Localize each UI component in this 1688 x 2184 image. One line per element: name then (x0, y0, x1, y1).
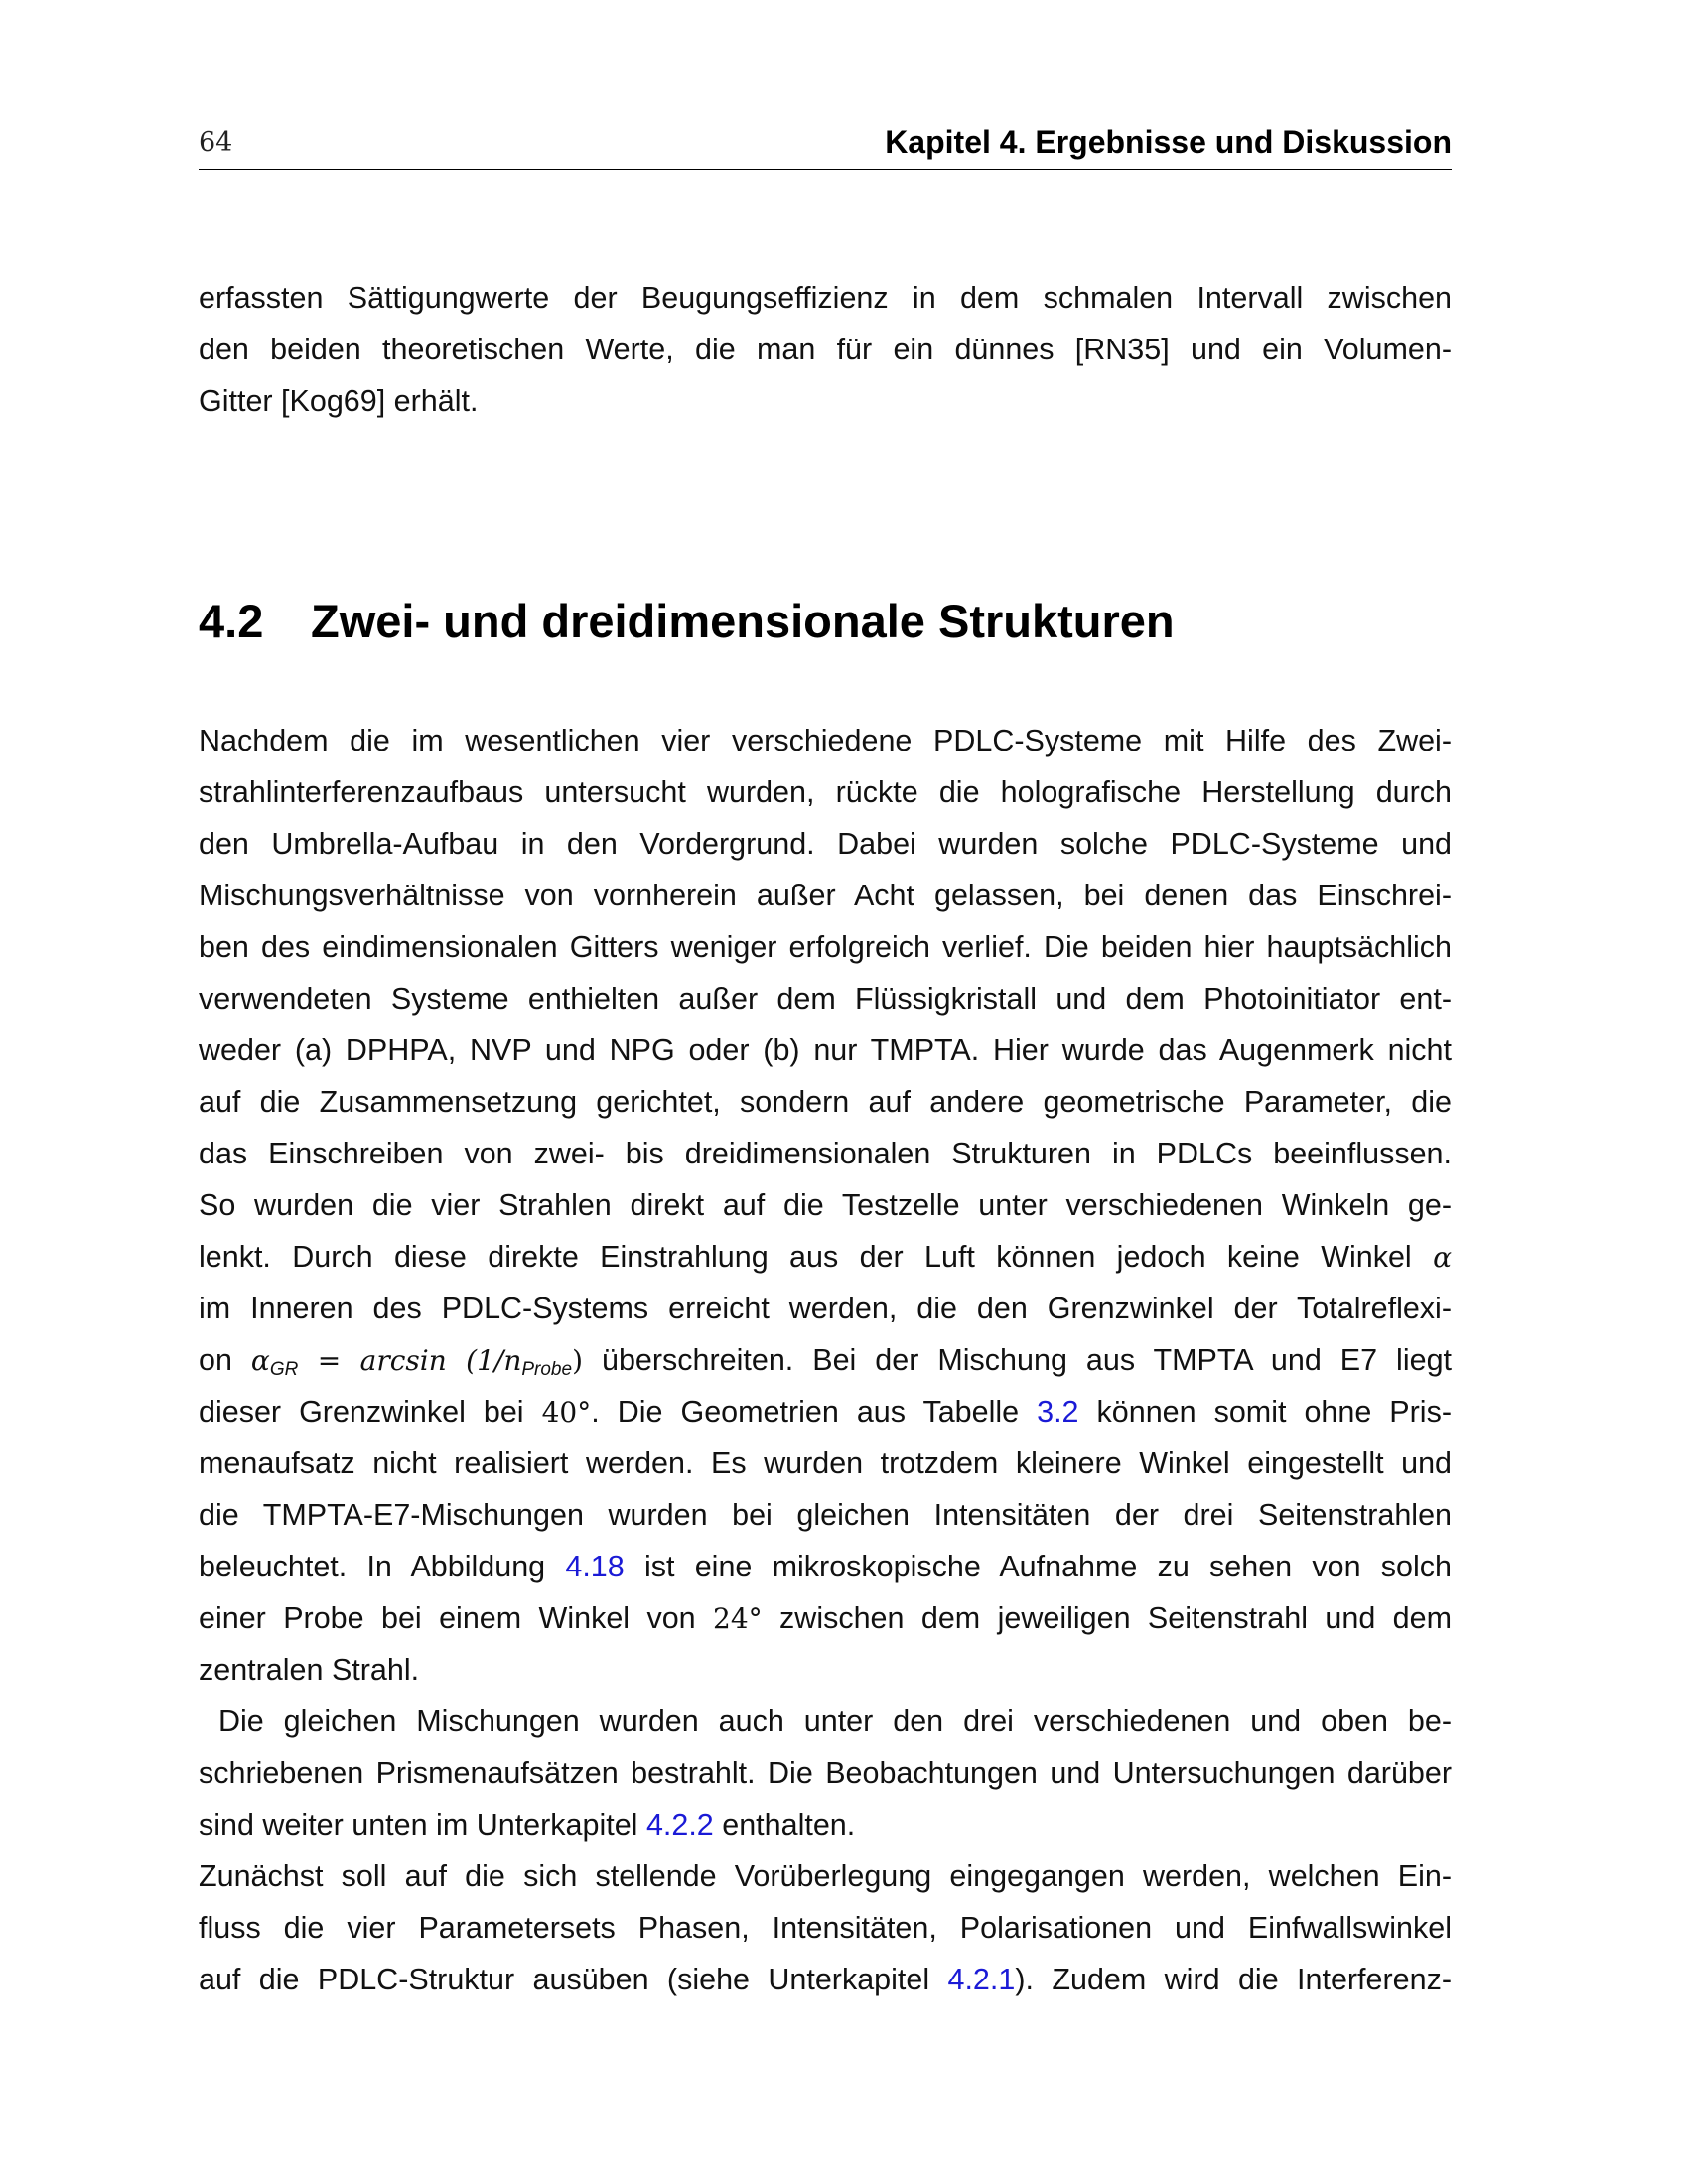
text-line: im Inneren des PDLC-Systems erreicht werden, die den Grenzwinkel der Totalreflexi- (199, 1292, 1452, 1325)
formula-close-paren: ) (572, 1344, 583, 1377)
text-line: weder (a) DPHPA, NVP und NPG oder (b) nur TMPTA. Hier wurde das Augenmerk nicht (199, 1033, 1452, 1067)
text-line: schriebenen Prismenaufsätzen bestrahlt. Die Beobachtungen und Untersuchungen darüber (199, 1756, 1452, 1790)
text-segment: beleuchtet. In Abbildung (199, 1550, 566, 1583)
formula-subscript-gr: GR (269, 1359, 299, 1380)
text-line (199, 1592, 1452, 1644)
text-line: ben des eindimensionalen Gitters weniger erfolgreich verlief. Die beiden hier hauptsächlich (199, 930, 1452, 964)
text-line: strahlinterferenzaufbaus untersucht wurden, rückte die holografische Herstellung durch (199, 775, 1452, 809)
angle-value: 40° (541, 1396, 592, 1429)
text-line: Die gleichen Mischungen wurden auch unter den drei verschiedenen und oben be- (199, 1705, 1452, 1738)
text-line: den Umbrella-Aufbau in den Vordergrund. Dabei wurden solche PDLC-Systeme und (199, 827, 1452, 861)
text-segment: sind weiter unten im Unterkapitel (199, 1808, 646, 1842)
text-line: den beiden theoretischen Werte, die man für ein dünnes [RN35] und ein Volumen- (199, 333, 1452, 366)
text-line: das Einschreiben von zwei- bis dreidimensionalen Strukturen in PDLCs beeinflussen. (199, 1137, 1452, 1170)
text-line: die TMPTA-E7-Mischungen wurden bei gleichen Intensitäten der drei Seitenstrahlen (199, 1498, 1452, 1532)
subchapter-reference-link[interactable]: 4.2.1 (947, 1963, 1016, 1996)
angle-value: 24° (713, 1602, 763, 1635)
text-line: zentralen Strahl. (199, 1653, 420, 1687)
text-segment: on (199, 1343, 251, 1377)
page-number: 64 (199, 127, 233, 158)
text-segment: können somit ohne Pris- (1078, 1395, 1452, 1429)
formula-arcsin: = arcsin (1/n (298, 1344, 522, 1377)
text-line: So wurden die vier Strahlen direkt auf die Testzelle unter verschiedenen Winkeln ge- (199, 1188, 1452, 1222)
text-line: erfassten Sättigungwerte der Beugungseffizienz in dem schmalen Intervall zwischen (199, 281, 1452, 315)
text-segment: lenkt. Durch diese direkte Einstrahlung aus der Luft können jedoch keine Winkel (199, 1240, 1412, 1274)
text-segment: dieser Grenzwinkel bei (199, 1395, 542, 1429)
text-segment: ). Zudem wird die Interferenz- (1015, 1963, 1452, 1996)
text-line (199, 1231, 1452, 1283)
text-segment: einer Probe bei einem Winkel von (199, 1601, 714, 1635)
text-line (199, 1541, 1452, 1592)
text-line (199, 1386, 1452, 1437)
subchapter-reference-link[interactable]: 4.2.2 (645, 1808, 714, 1842)
section-number: 4.2 (199, 595, 264, 647)
text-segment: zwischen dem jeweiligen Seitenstrahl und dem (762, 1601, 1452, 1635)
alpha-symbol: α (1433, 1241, 1452, 1274)
text-segment: überschreiten. Bei der Mischung aus TMPTA und E7 liegt (583, 1343, 1453, 1377)
text-line: menaufsatz nicht realisiert werden. Es wurden trotzdem kleinere Winkel eingestellt und (199, 1446, 1452, 1480)
formula-subscript-probe: Probe (521, 1359, 573, 1380)
text-line (199, 1799, 1452, 1850)
text-line: fluss die vier Parametersets Phasen, Intensitäten, Polarisationen und Einfwallswinkel (199, 1911, 1452, 1945)
section-title: Zwei- und dreidimensionale Strukturen (311, 595, 1175, 647)
text-line: Nachdem die im wesentlichen vier verschiedene PDLC-Systeme mit Hilfe des Zwei- (199, 724, 1452, 757)
text-line: Mischungsverhältnisse von vornherein außer Acht gelassen, bei denen das Einschrei- (199, 879, 1452, 912)
figure-reference-link[interactable]: 4.18 (565, 1550, 625, 1583)
text-segment: . Die Geometrien aus Tabelle (591, 1395, 1038, 1429)
text-line: auf die Zusammensetzung gerichtet, sondern auf andere geometrische Parameter, die (199, 1085, 1452, 1119)
text-line (199, 1334, 1452, 1386)
page-header (199, 124, 1452, 170)
section-heading (199, 594, 1175, 648)
formula-alpha: α (250, 1344, 270, 1377)
text-segment: auf die PDLC-Struktur ausüben (siehe Unterkapitel (199, 1963, 948, 1996)
intro-paragraph (199, 272, 1452, 427)
text-segment: ist eine mikroskopische Aufnahme zu sehen von solch (624, 1550, 1452, 1583)
text-line: verwendeten Systeme enthielten außer dem Flüssigkristall und dem Photoinitiator ent- (199, 982, 1452, 1016)
table-reference-link[interactable]: 3.2 (1037, 1395, 1079, 1429)
running-head: Kapitel 4. Ergebnisse und Diskussion (885, 124, 1452, 160)
text-line: Zunächst soll auf die sich stellende Vorüberlegung eingegangen werden, welchen Ein- (199, 1859, 1452, 1893)
text-segment: enthalten. (713, 1808, 856, 1842)
text-line (199, 1954, 1452, 2005)
text-line: Gitter [Kog69] erhält. (199, 384, 479, 418)
body-paragraph (199, 715, 1452, 2005)
